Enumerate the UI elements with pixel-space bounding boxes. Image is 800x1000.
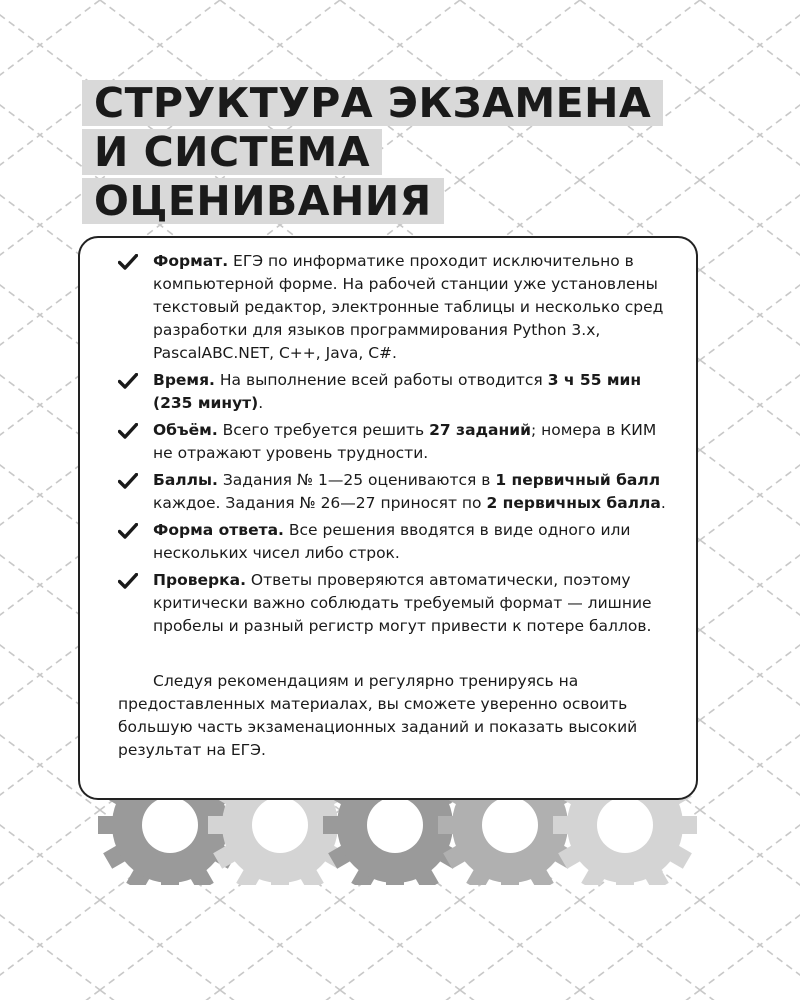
check-icon <box>118 373 138 389</box>
rules-list <box>118 250 674 642</box>
gear-icon <box>438 795 582 885</box>
item-emphasis: 27 заданий <box>429 421 531 439</box>
gears-decoration <box>0 795 800 885</box>
title-line-3: ОЦЕНИВАНИЯ <box>82 178 444 224</box>
check-icon <box>118 423 138 439</box>
list-item <box>118 369 674 415</box>
item-text: Всего требуется решить <box>217 421 430 439</box>
item-label: Проверка. <box>153 571 246 589</box>
gear-icon <box>208 795 352 885</box>
check-icon <box>118 523 138 539</box>
list-item <box>118 419 674 465</box>
item-text: каждое. Задания № 26—27 приносят по <box>153 494 487 512</box>
gear-icon <box>98 795 242 885</box>
page-title <box>82 80 663 227</box>
list-item <box>118 250 674 365</box>
check-icon <box>118 573 138 589</box>
title-line-1: СТРУКТУРА ЭКЗАМЕНА <box>82 80 663 126</box>
item-text: Задания № 1—25 оцениваются в <box>217 471 496 489</box>
item-emphasis: 1 первичный балл <box>495 471 661 489</box>
item-text: ; номера в КИМ не отражают уровень трудности. <box>153 421 657 462</box>
closing-paragraph: Следуя рекомендациям и регулярно тренируясь на предоставленных материалах, вы сможете уверенно освоить большую часть экзаменационных заданий и показать высокий результат на ЕГЭ. <box>118 672 638 759</box>
item-text: Все решения вводятся в виде одного или нескольких чисел либо строк. <box>153 521 631 562</box>
item-emphasis: 2 первичных балла <box>486 494 661 512</box>
item-label: Формат. <box>153 252 229 270</box>
item-label: Баллы. <box>153 471 218 489</box>
gear-icon <box>323 795 467 885</box>
item-text: . <box>660 494 666 512</box>
item-label: Форма ответа. <box>153 521 284 539</box>
check-icon <box>118 473 138 489</box>
item-label: Время. <box>153 371 215 389</box>
item-emphasis: 3 ч 55 мин (235 минут) <box>153 371 642 412</box>
item-text: Ответы проверяются автоматически, поэтому критически важно соблюдать требуемый формат — лишние пробелы и разный регистр могут привести к потере баллов. <box>153 571 652 635</box>
title-line-2: И СИСТЕМА <box>82 129 382 175</box>
check-icon <box>118 254 138 270</box>
list-item <box>118 519 674 565</box>
item-text: . <box>258 394 264 412</box>
list-item <box>118 469 674 515</box>
item-text: На выполнение всей работы отводится <box>214 371 548 389</box>
list-item <box>118 569 674 638</box>
gear-icon <box>553 795 697 885</box>
item-label: Объём. <box>153 421 218 439</box>
item-text: ЕГЭ по информатике проходит исключительно в компьютерной форме. На рабочей станции уже установлены текстовый редактор, электронные таблицы и несколько сред разработки для языков программирования Python 3.x, PascalABC.NET, C++, Java, C#. <box>153 252 664 362</box>
info-card <box>78 236 698 800</box>
